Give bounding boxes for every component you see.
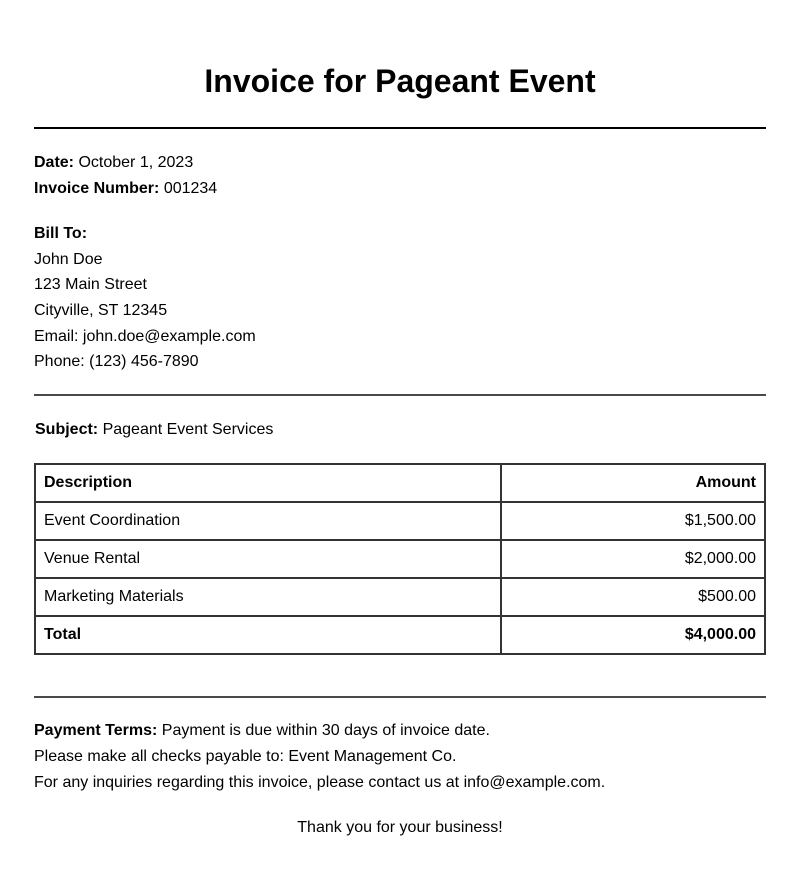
bill-to-phone: Phone: (123) 456-7890 (34, 353, 199, 370)
row-description: Marketing Materials (35, 578, 501, 616)
line-items-table (34, 463, 766, 655)
table-header-row (35, 464, 765, 502)
footer-divider (34, 696, 766, 698)
total-amount: $4,000.00 (501, 616, 765, 654)
subject (35, 420, 273, 440)
invoice-date-value: October 1, 2023 (78, 154, 194, 171)
table-row (35, 502, 765, 540)
amount-header: Amount (501, 464, 765, 502)
total-label: Total (35, 616, 501, 654)
thank-you-note: Thank you for your business! (297, 819, 503, 836)
bill-to-city: Cityville, ST 12345 (34, 302, 168, 319)
table-row (35, 578, 765, 616)
invoice-number-value: 001234 (163, 180, 218, 197)
invoice-number-label: Invoice Number: (34, 180, 160, 197)
bill-to-street: 123 Main Street (34, 276, 147, 293)
payment-terms (34, 721, 490, 741)
bill-to-label: Bill To: (34, 225, 88, 242)
row-amount: $1,500.00 (501, 502, 765, 540)
bill-to-email: Email: john.doe@example.com (34, 328, 256, 345)
row-description: Venue Rental (35, 540, 501, 578)
invoice-number (34, 179, 217, 199)
row-description: Event Coordination (35, 502, 501, 540)
row-amount: $500.00 (501, 578, 765, 616)
page-title: Invoice for Pageant Event (204, 63, 596, 99)
payment-terms-value: Payment is due within 30 days of invoice date. (161, 722, 490, 739)
section-divider (34, 394, 766, 396)
bill-to-name: John Doe (34, 251, 103, 268)
bill-to-heading (34, 224, 87, 244)
description-header: Description (35, 464, 501, 502)
checks-payable-line: Please make all checks payable to: Event Management Co. (34, 748, 457, 765)
total-row (35, 616, 765, 654)
payment-terms-label: Payment Terms: (34, 722, 158, 739)
invoice-date-label: Date: (34, 154, 75, 171)
subject-value: Pageant Event Services (102, 421, 274, 438)
row-amount: $2,000.00 (501, 540, 765, 578)
subject-label: Subject: (35, 421, 99, 438)
title-divider (34, 127, 766, 129)
inquiries-line: For any inquiries regarding this invoice, please contact us at info@example.com. (34, 774, 606, 791)
invoice-date (34, 153, 193, 173)
table-row (35, 540, 765, 578)
